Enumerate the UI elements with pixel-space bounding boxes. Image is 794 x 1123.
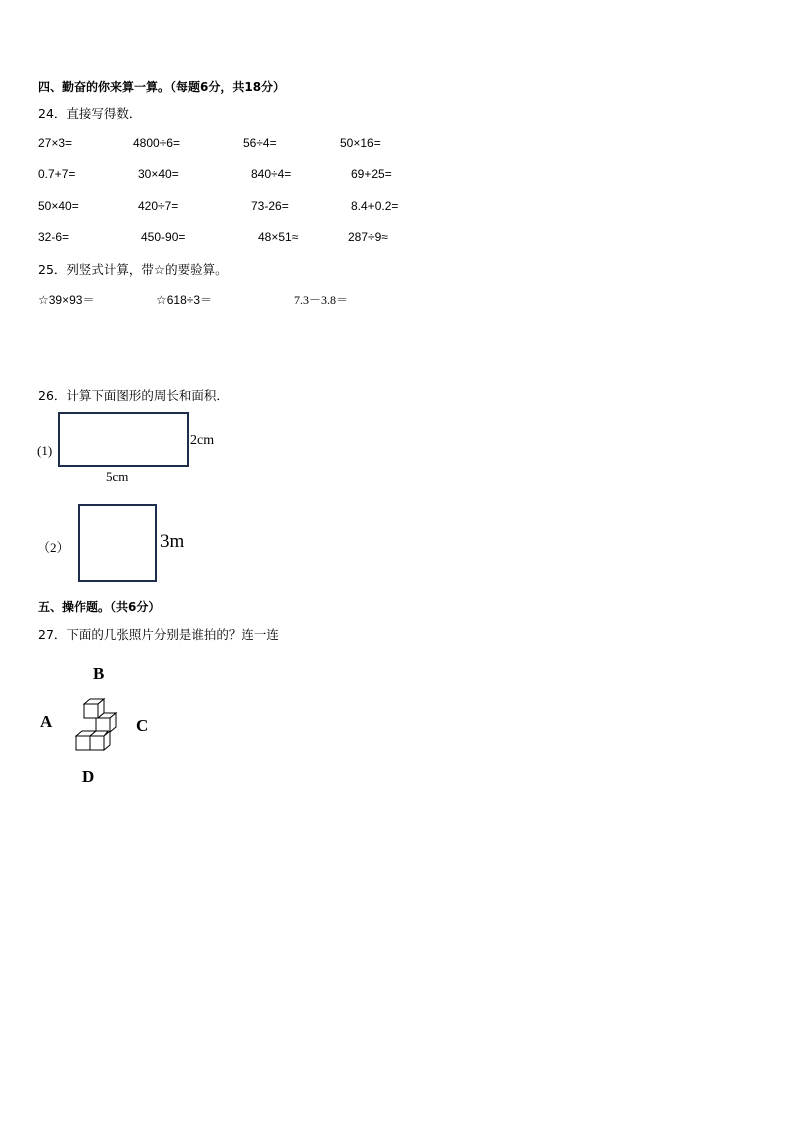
square-side-label: 3m: [160, 531, 185, 552]
calc-item: 420÷7=: [138, 199, 179, 213]
cube-front-face: [90, 736, 104, 750]
view-label-a: A: [40, 712, 53, 731]
question-26-title: 26．计算下面图形的周长和面积．: [38, 388, 229, 403]
calc-item: 4800÷6=: [133, 136, 180, 150]
cube-front-face: [96, 718, 110, 732]
figure-2-label: （2）: [37, 540, 70, 555]
question-24-title: 24．直接写得数．: [38, 106, 142, 121]
cube-stack-figure: [70, 698, 120, 752]
calc-item: 840÷4=: [251, 167, 292, 181]
section-5-title: 五、操作题。（共6分）: [38, 600, 161, 614]
calc-item: 287÷9≈: [348, 230, 388, 244]
calc-item: 32-6=: [38, 230, 70, 244]
calc-item: 450-90=: [141, 230, 186, 244]
calc-item: 30×40=: [138, 167, 179, 181]
vertical-calc-item: ☆39×93＝: [38, 293, 95, 307]
cube-front-face: [84, 704, 98, 718]
calc-item: 0.7+7=: [38, 167, 76, 181]
vertical-calc-item: ☆618÷3＝: [156, 293, 213, 307]
vertical-calc-item: 7.3－3.8＝: [294, 293, 349, 307]
rectangle-width-label: 5cm: [106, 469, 129, 484]
calc-item: 50×16=: [340, 136, 381, 150]
calc-item: 50×40=: [38, 199, 79, 213]
view-label-b: B: [93, 664, 105, 683]
calc-item: 8.4+0.2=: [351, 199, 399, 213]
rectangle-height-label: 2cm: [190, 433, 215, 448]
rectangle-figure: [58, 412, 189, 467]
view-label-c: C: [136, 716, 149, 735]
figure-1-label: (1): [37, 443, 53, 458]
calc-item: 27×3=: [38, 136, 73, 150]
calc-item: 69+25=: [351, 167, 392, 181]
calc-item: 48×51≈: [258, 230, 299, 244]
question-27-title: 27．下面的几张照片分别是谁拍的？连一连: [38, 627, 279, 642]
calc-item: 73-26=: [251, 199, 289, 213]
view-label-d: D: [82, 767, 95, 786]
cube-front-face: [76, 736, 90, 750]
question-25-title: 25．列竖式计算，带☆的要验算。: [38, 262, 228, 277]
section-4-title: 四、勤奋的你来算一算。（每题6分，共18分）: [38, 80, 286, 94]
square-figure: [78, 504, 157, 582]
calc-item: 56÷4=: [243, 136, 277, 150]
